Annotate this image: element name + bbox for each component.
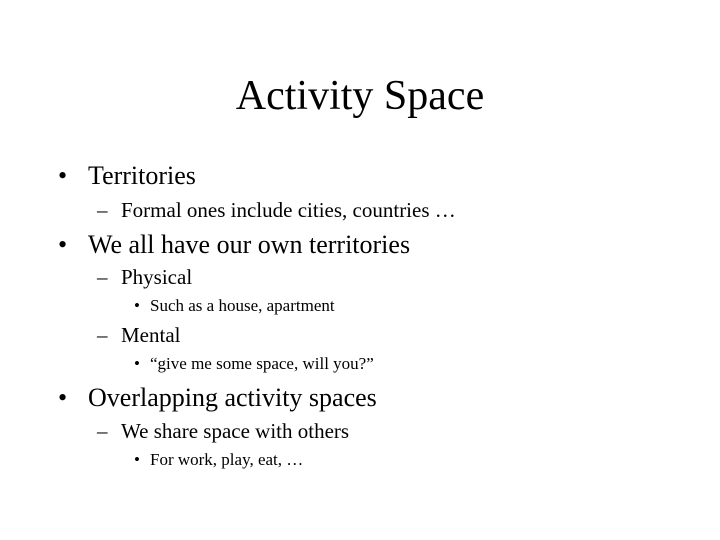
sub-bullet-share	[97, 418, 349, 444]
sub-sub-bullet-text: Such as a house, apartment	[150, 296, 335, 315]
bullet-marker: •	[134, 450, 140, 469]
bullet-marker: •	[134, 354, 140, 373]
sub-sub-bullet-text: “give me some space, will you?”	[150, 354, 374, 373]
bullet-text: We all have our own territories	[88, 230, 411, 259]
dash-marker: –	[97, 419, 108, 443]
sub-bullet-text: Mental	[121, 323, 181, 347]
sub-sub-bullet-house	[134, 295, 335, 317]
bullet-text: Overlapping activity spaces	[88, 383, 377, 412]
bullet-text: Territories	[88, 161, 196, 190]
bullet-marker: •	[58, 383, 68, 412]
sub-sub-bullet-quote	[134, 353, 374, 375]
bullet-marker: •	[58, 161, 68, 190]
bullet-own-territories	[58, 229, 410, 261]
sub-sub-bullet-work	[134, 449, 303, 471]
dash-marker: –	[97, 265, 108, 289]
sub-bullet-formal	[97, 197, 456, 223]
sub-bullet-physical	[97, 264, 192, 290]
bullet-overlapping	[58, 382, 377, 414]
bullet-territories	[58, 160, 196, 192]
bullet-marker: •	[134, 296, 140, 315]
slide-title: Activity Space	[235, 73, 485, 119]
sub-bullet-text: Formal ones include cities, countries …	[121, 198, 456, 222]
dash-marker: –	[97, 323, 108, 347]
sub-sub-bullet-text: For work, play, eat, …	[150, 450, 304, 469]
sub-bullet-text: We share space with others	[121, 419, 350, 443]
sub-bullet-text: Physical	[121, 265, 193, 289]
dash-marker: –	[97, 198, 108, 222]
sub-bullet-mental	[97, 322, 180, 348]
bullet-marker: •	[58, 230, 68, 259]
